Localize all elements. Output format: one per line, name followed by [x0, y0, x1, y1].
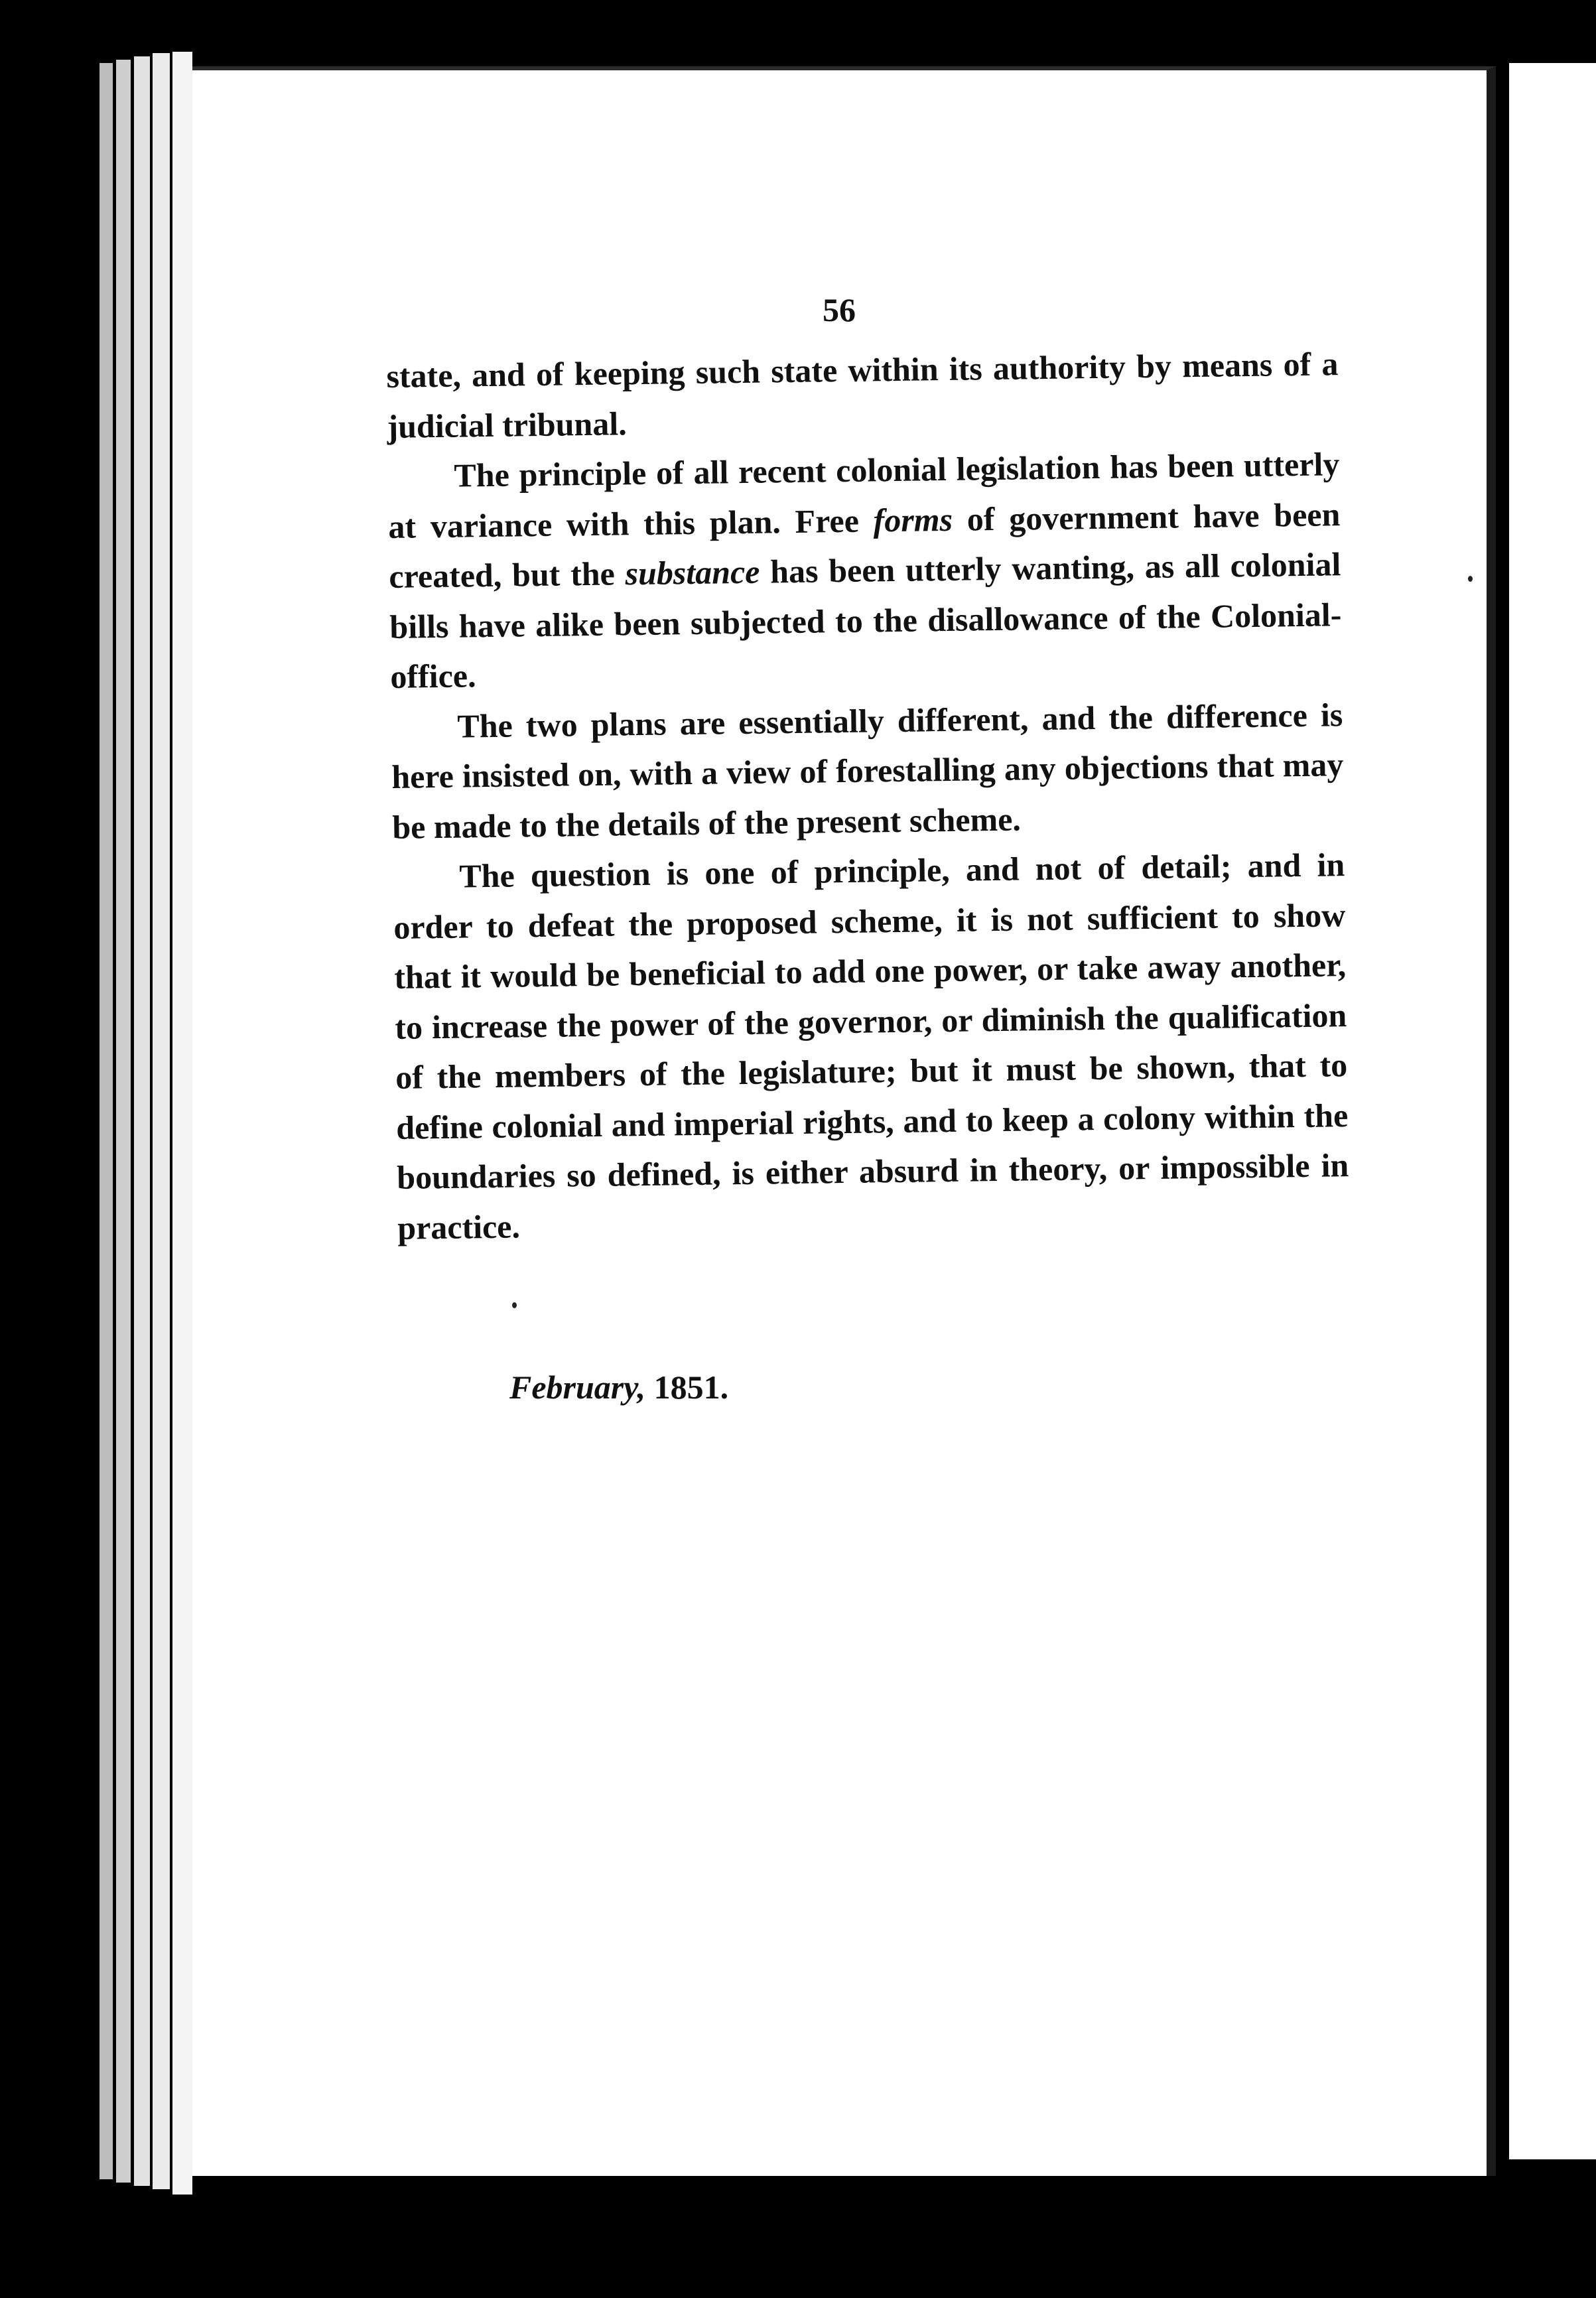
paragraph	[386, 339, 1339, 452]
italic-text: substance	[625, 553, 760, 592]
dateline-year: 1851.	[653, 1369, 729, 1406]
page-edge	[134, 56, 150, 2186]
paragraph	[387, 439, 1343, 702]
paragraph-text: The two plans are essentially different, and the difference is here insisted on, with a view of forestalling any objections that may be made to the details of the present scheme.	[391, 695, 1344, 846]
paragraph	[391, 690, 1345, 852]
dateline-month: February,	[509, 1369, 646, 1406]
paragraph-text: The principle of all recent colonial legislation has been utterly at variance with this plan. Free	[388, 445, 1340, 545]
next-page-edge	[1509, 63, 1596, 2159]
dateline	[509, 1368, 728, 1406]
page-edge	[172, 52, 192, 2195]
page-number: 56	[823, 291, 856, 328]
page-edge	[153, 53, 170, 2189]
paragraph-text: of government have been created, but the	[389, 495, 1341, 595]
ink-speck	[512, 1302, 517, 1308]
paragraph-text: has been utterly wanting, as all colonial bills have alike been subjected to the disallowance of the Colonial-office.	[389, 545, 1342, 695]
ink-speck	[1468, 576, 1473, 582]
paragraph-text: The question is one of principle, and not of detail; and in order to defeat the proposed scheme, it is not sufficient to show that it would be beneficial to add one power, or take away another, to increase the power of the governor, or diminish the qualification of the members of the legislature; but it must be shown, that to define colonial and imperial rights, and to keep a colony within the boundaries so defined, is either absurd in theory, or impossible in practice.	[393, 846, 1349, 1247]
paragraph-text: state, and of keeping such state within its authority by means of a judicial tribunal.	[386, 345, 1339, 445]
paragraph	[393, 840, 1350, 1253]
body-text	[386, 339, 1350, 1253]
page-edge	[100, 63, 113, 2179]
page-edge	[116, 60, 131, 2183]
italic-text: forms	[873, 500, 953, 539]
